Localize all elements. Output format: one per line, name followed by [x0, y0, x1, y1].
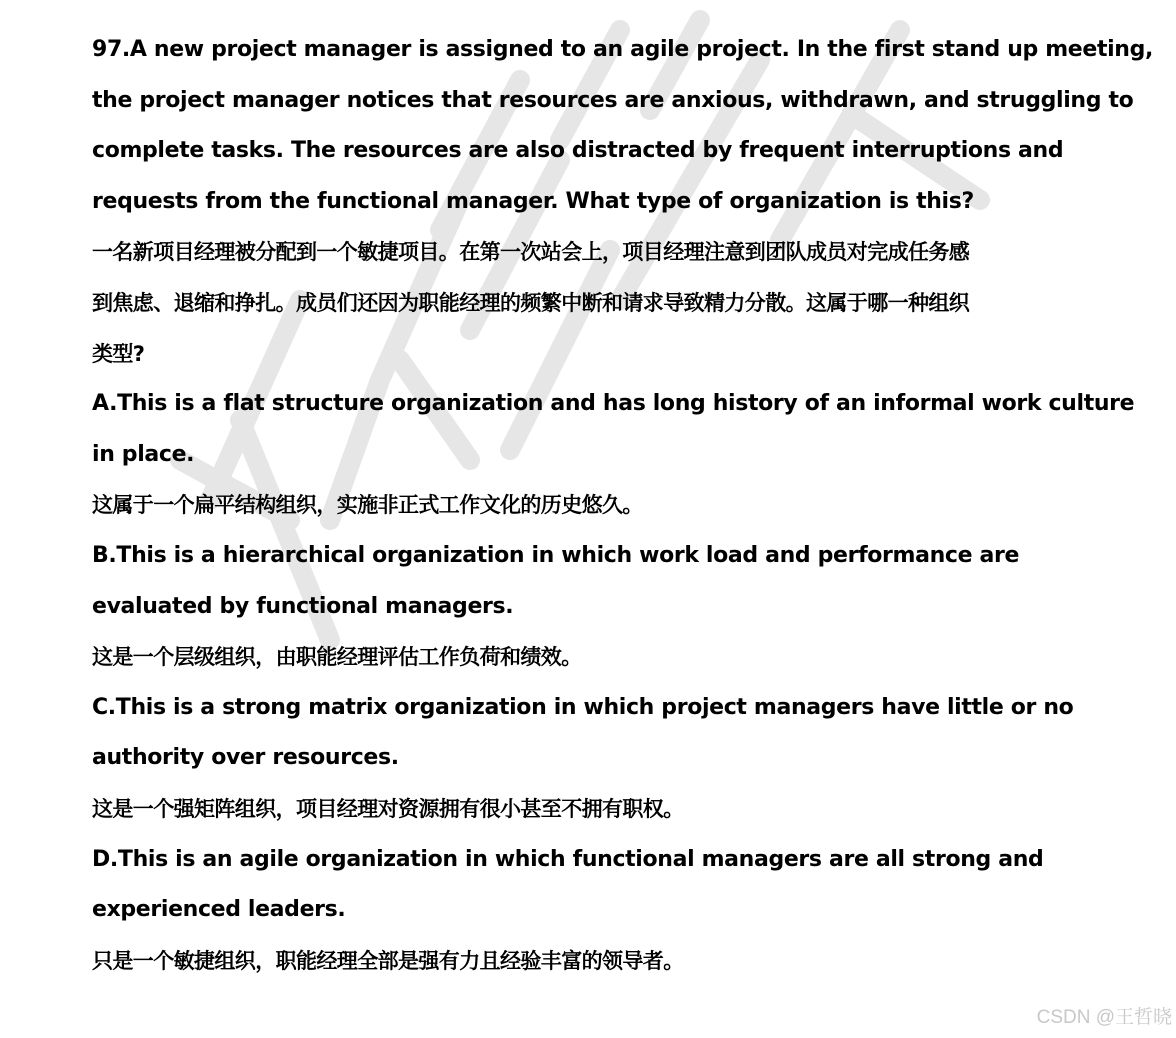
option-c-en-line-2: authority over resources. — [92, 745, 399, 771]
option-b-zh: 这是一个层级组织，由职能经理评估工作负荷和绩效。 — [92, 645, 582, 670]
question-zh-line-2: 到焦虑、退缩和挣扎。成员们还因为职能经理的频繁中断和请求导致精力分散。这属于哪一种组织 — [92, 290, 970, 315]
option-b-en-line-2: evaluated by functional managers. — [92, 593, 514, 619]
question-en-line-1: 97.A new project manager is assigned to an agile project. In the first stand up meeting, — [92, 37, 1154, 62]
option-a-en-line-1: A.This is a flat structure organization and has long history of an informal work culture — [92, 391, 1135, 417]
option-d-en-line-2: experienced leaders. — [92, 897, 346, 923]
option-b-en-line-1: B.This is a hierarchical organization in which work load and performance are — [92, 542, 1020, 568]
question-block — [92, 25, 1154, 986]
option-c-zh: 这是一个强矩阵组织，项目经理对资源拥有很小甚至不拥有职权。 — [92, 796, 684, 821]
question-zh-line-3: 类型? — [92, 341, 145, 366]
option-d-en-line-1: D.This is an agile organization in which functional managers are all strong and — [92, 846, 1044, 872]
option-a-zh: 这属于一个扁平结构组织，实施非正式工作文化的历史悠久。 — [92, 493, 643, 518]
csdn-attribution: CSDN @王哲晓 — [1036, 1007, 1172, 1028]
option-c-en-line-1: C.This is a strong matrix organization in which project managers have little or no — [92, 694, 1074, 720]
question-en-line-3: complete tasks. The resources are also distracted by frequent interruptions and — [92, 138, 1064, 164]
option-d-zh: 只是一个敏捷组织，职能经理全部是强有力且经验丰富的领导者。 — [92, 948, 684, 973]
question-en-line-2: the project manager notices that resources are anxious, withdrawn, and struggling to — [92, 87, 1134, 113]
option-a-en-line-2: in place. — [92, 441, 195, 467]
question-zh-line-1: 一名新项目经理被分配到一个敏捷项目。在第一次站会上，项目经理注意到团队成员对完成任务感 — [92, 240, 970, 265]
question-en-line-4: requests from the functional manager. What type of organization is this? — [92, 188, 974, 214]
